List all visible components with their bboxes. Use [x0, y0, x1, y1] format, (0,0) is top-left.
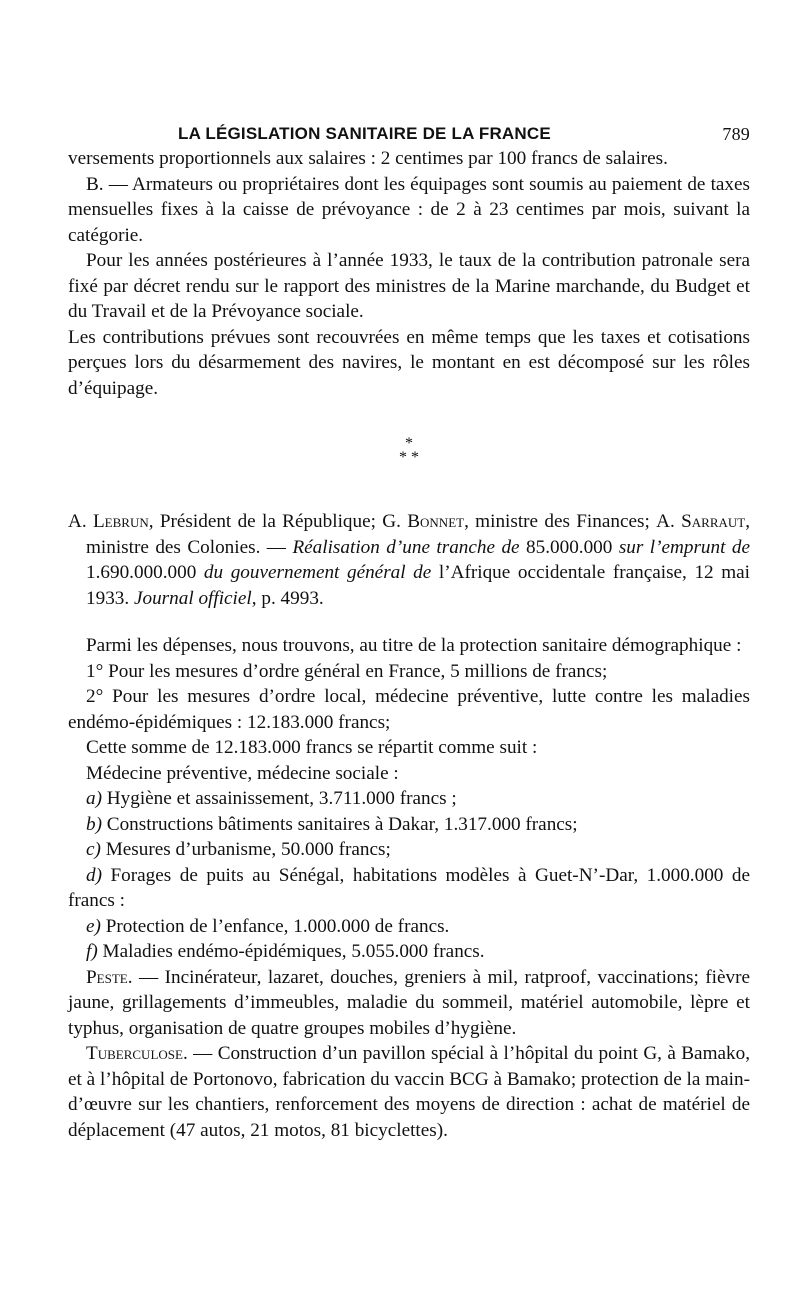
asterism-bottom: * * — [399, 449, 419, 466]
paragraph-contributions: Les contributions prévues sont recouvrées en même temps que les taxes et cotisations perçues lors du désarmement des navires, le montant en est décomposé sur les rôles d’équipage. — [68, 326, 750, 399]
name-sarraut: A. Sarraut — [656, 511, 746, 532]
journal-officiel: Journal officiel — [133, 587, 252, 609]
item-1: 1° Pour les mesures d’ordre général en France, 5 millions de francs; — [86, 660, 608, 682]
asterism-top: * — [405, 435, 413, 452]
paragraph-versements: versements proportionnels aux salaires : 2 centimes par 100 francs de salaires. — [68, 148, 668, 169]
paragraph-annees: Pour les années postérieures à l’année 1933, le taux de la contribution patronale sera fixé par décret rendu sur le rapport des ministres de la Marine marchande, du Budget et du Travail et de la Prévoyance sociale. — [68, 250, 750, 322]
paragraph-peste: Peste. — Incinérateur, lazaret, douches, greniers à mil, ratproof, vaccinations; fièvre jaune, grillagements d’immeubles, maladie du sommeil, matériel automobile, lèpre et typhus, organisation de quatre groupes mobiles d’hygiène. — [68, 966, 750, 1039]
list-item-e: e) Protection de l’enfance, 1.000.000 de francs. — [86, 915, 450, 937]
running-header — [68, 112, 750, 146]
decree-title-part2: sur l’emprunt de — [618, 536, 751, 558]
medecine-line: Médecine préventive, médecine sociale : — [86, 762, 399, 784]
paragraph-armateurs: B. — Armateurs ou propriétaires dont les équipages sont soumis au paiement de taxes mensuelles fixes à la caisse de prévoyance : de 2 à 23 centimes par mois, suivant la catégorie. — [68, 173, 750, 246]
name-lebrun: A. Lebrun — [68, 511, 149, 532]
page-number: 789 — [722, 124, 750, 144]
decree-citation: A. Lebrun, Président de la République; G. Bonnet, ministre des Finances; A. Sarraut, ministre des Colonies. — Réalisation d’une tranche de 85.000.000 sur l’emprunt de 1.690.000.000 du gouvernement général de l’Afrique occidentale française, 12 mai 1933. Journal officiel, p. 4993. — [68, 511, 751, 609]
list-item-d: d) Forages de puits au Sénégal, habitations modèles à Guet-N’-Dar, 1.000.000 de francs : — [68, 864, 750, 911]
decree-title-part3: du gouvernement général de — [203, 562, 432, 583]
list-item-f: f) Maladies endémo-épidémiques, 5.055.000 francs. — [86, 941, 485, 962]
list-item-b: b) Constructions bâtiments sanitaires à Dakar, 1.317.000 francs; — [86, 813, 578, 835]
list-item-c: c) Mesures d’urbanisme, 50.000 francs; — [86, 839, 391, 860]
repartition-line: Cette somme de 12.183.000 francs se répartit comme suit : — [86, 737, 538, 758]
paragraph-tuberculose: Tuberculose. — Construction d’un pavillon spécial à l’hôpital du point G, à Bamako, et à l’hôpital de Portonovo, fabrication du vaccin BCG à Bamako; protection de la main-d’œuvre sur les chantiers, renforcement des moyens de direction : achat de matériel de déplacement (47 autos, 21 motos, 81 bicyclettes). — [68, 1043, 750, 1141]
decree-title-part1: Réalisation d’une tranche de — [292, 536, 520, 558]
asterism-separator — [68, 437, 750, 465]
list-item-a: a) Hygiène et assainissement, 3.711.000 francs ; — [86, 788, 457, 809]
heading-tuberculose: Tuberculose. — [86, 1043, 188, 1064]
name-bonnet: G. Bonnet — [382, 511, 465, 532]
page — [68, 112, 750, 1143]
heading-peste: Peste. — [86, 966, 133, 988]
item-2: 2° Pour les mesures d’ordre local, médecine préventive, lutte contre les maladies endémo-épidémiques : 12.183.000 francs; — [68, 686, 750, 733]
section-intro: Parmi les dépenses, nous trouvons, au titre de la protection sanitaire démographique : — [86, 635, 742, 656]
running-title: LA LÉGISLATION SANITAIRE DE LA FRANCE — [178, 124, 551, 143]
